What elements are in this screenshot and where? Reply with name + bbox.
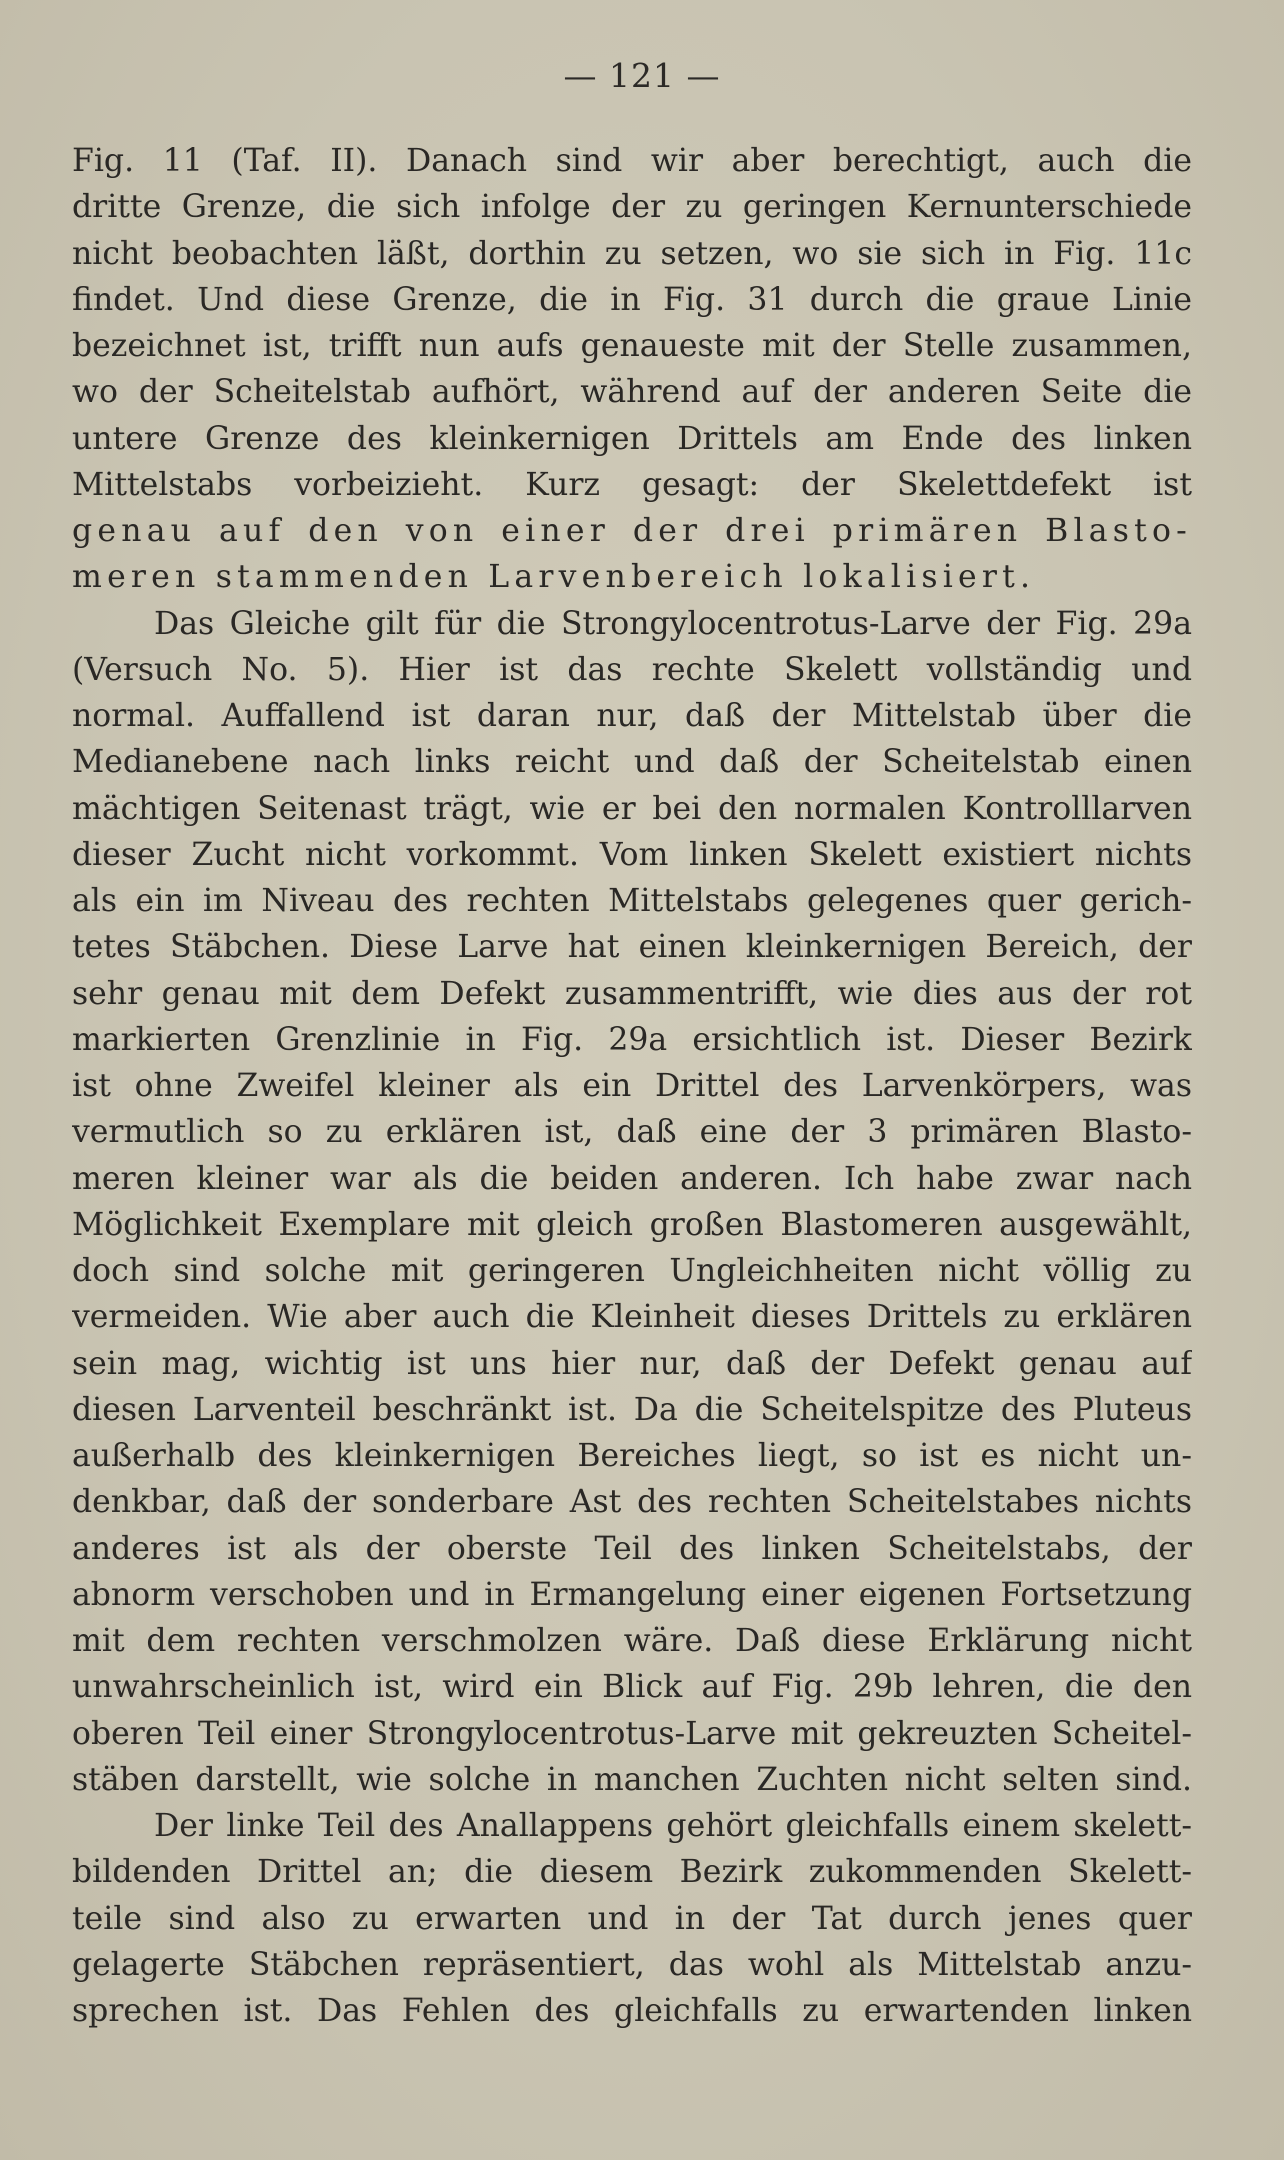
paragraph-start-line: Der linke Teil des Anallappens gehört gleichfalls einem skelett- bbox=[154, 1808, 1192, 1844]
text-line: untere Grenze des kleinkernigen Drittels am Ende des linken bbox=[72, 420, 1192, 457]
text-line: dieser Zucht nicht vorkommt. Vom linken Skelett existiert nichts bbox=[72, 836, 1192, 873]
text-line: meren kleiner war als die beiden anderen. Ich habe zwar nach bbox=[72, 1160, 1192, 1197]
text-line: sehr genau mit dem Defekt zusammentrifft, wie dies aus der rot bbox=[72, 975, 1192, 1012]
text-line: vermeiden. Wie aber auch die Kleinheit dieses Drittels zu erklären bbox=[72, 1299, 1192, 1336]
text-line: teile sind also zu erwarten und in der Tat durch jenes quer bbox=[72, 1900, 1192, 1937]
text-line: außerhalb des kleinkernigen Bereiches liegt, so ist es nicht un- bbox=[72, 1438, 1192, 1474]
text-line: oberen Teil einer Strongylocentrotus-Larve mit gekreuzten Scheitel- bbox=[72, 1715, 1192, 1752]
text-line: (Versuch No. 5). Hier ist das rechte Skelett vollständig und bbox=[72, 651, 1192, 688]
text-line: unwahrscheinlich ist, wird ein Blick auf Fig. 29b lehren, die den bbox=[72, 1669, 1192, 1706]
text-line: findet. Und diese Grenze, die in Fig. 31 durch die graue Linie bbox=[72, 281, 1192, 318]
text-line: Möglichkeit Exemplare mit gleich großen Blastomeren ausgewählt, bbox=[72, 1206, 1192, 1243]
text-line: vermutlich so zu erklären ist, daß eine der 3 primären Blasto- bbox=[72, 1114, 1192, 1151]
text-line: anderes ist als der oberste Teil des linken Scheitelstabs, der bbox=[72, 1530, 1192, 1567]
text-line: nicht beobachten läßt, dorthin zu setzen, wo sie sich in Fig. 11c bbox=[72, 235, 1192, 272]
text-line: tetes Stäbchen. Diese Larve hat einen kleinkernigen Bereich, der bbox=[72, 929, 1192, 966]
text-line: Mittelstabs vorbeizieht. Kurz gesagt: der Skelettdefekt ist bbox=[72, 466, 1192, 503]
text-line: markierten Grenzlinie in Fig. 29a ersichtlich ist. Dieser Bezirk bbox=[72, 1021, 1192, 1058]
page-number: — 121 — bbox=[563, 56, 721, 95]
text-line-emphasized: genau auf den von einer der drei primären Blasto- bbox=[72, 513, 1192, 549]
text-line: sprechen ist. Das Fehlen des gleichfalls zu erwartenden linken bbox=[72, 1993, 1192, 2029]
text-line: mächtigen Seitenast trägt, wie er bei den normalen Kontrolllarven bbox=[72, 790, 1192, 827]
text-line: abnorm verschoben und in Ermangelung einer eigenen Fortsetzung bbox=[72, 1576, 1192, 1613]
text-line: diesen Larventeil beschränkt ist. Da die Scheitelspitze des Pluteus bbox=[72, 1391, 1192, 1428]
text-line: ist ohne Zweifel kleiner als ein Drittel des Larvenkörpers, was bbox=[72, 1068, 1192, 1104]
text-line: Medianebene nach links reicht und daß der Scheitelstab einen bbox=[72, 744, 1192, 781]
text-line: doch sind solche mit geringeren Ungleichheiten nicht völlig zu bbox=[72, 1253, 1192, 1289]
text-line: mit dem rechten verschmolzen wäre. Daß diese Erklärung nicht bbox=[72, 1623, 1192, 1659]
text-line: bildenden Drittel an; die diesem Bezirk zukommenden Skelett- bbox=[72, 1854, 1192, 1891]
text-line: Fig. 11 (Taf. II). Danach sind wir aber berechtigt, auch die bbox=[72, 143, 1192, 179]
text-line: dritte Grenze, die sich infolge der zu geringen Kernunterschiede bbox=[72, 189, 1192, 226]
text-line: bezeichnet ist, trifft nun aufs genaueste mit der Stelle zusammen, bbox=[72, 328, 1192, 364]
text-line: denkbar, daß der sonderbare Ast des rechten Scheitelstabes nichts bbox=[72, 1484, 1192, 1521]
paragraph-start-line: Das Gleiche gilt für die Strongylocentrotus-Larve der Fig. 29a bbox=[154, 605, 1192, 642]
text-line: als ein im Niveau des rechten Mittelstabs gelegenes quer gerich- bbox=[72, 883, 1192, 919]
text-line: stäben darstellt, wie solche in manchen Zuchten nicht selten sind. bbox=[72, 1761, 1192, 1798]
text-line: sein mag, wichtig ist uns hier nur, daß der Defekt genau auf bbox=[72, 1345, 1192, 1382]
body-text bbox=[72, 138, 1192, 2034]
text-line: gelagerte Stäbchen repräsentiert, das wohl als Mittelstab anzu- bbox=[72, 1946, 1192, 1983]
text-line: normal. Auffallend ist daran nur, daß der Mittelstab über die bbox=[72, 698, 1192, 734]
text-line: wo der Scheitelstab aufhört, während auf der anderen Seite die bbox=[72, 374, 1192, 411]
text-line-emphasized: meren stammenden Larvenbereich lokalisiert. bbox=[72, 559, 1036, 596]
